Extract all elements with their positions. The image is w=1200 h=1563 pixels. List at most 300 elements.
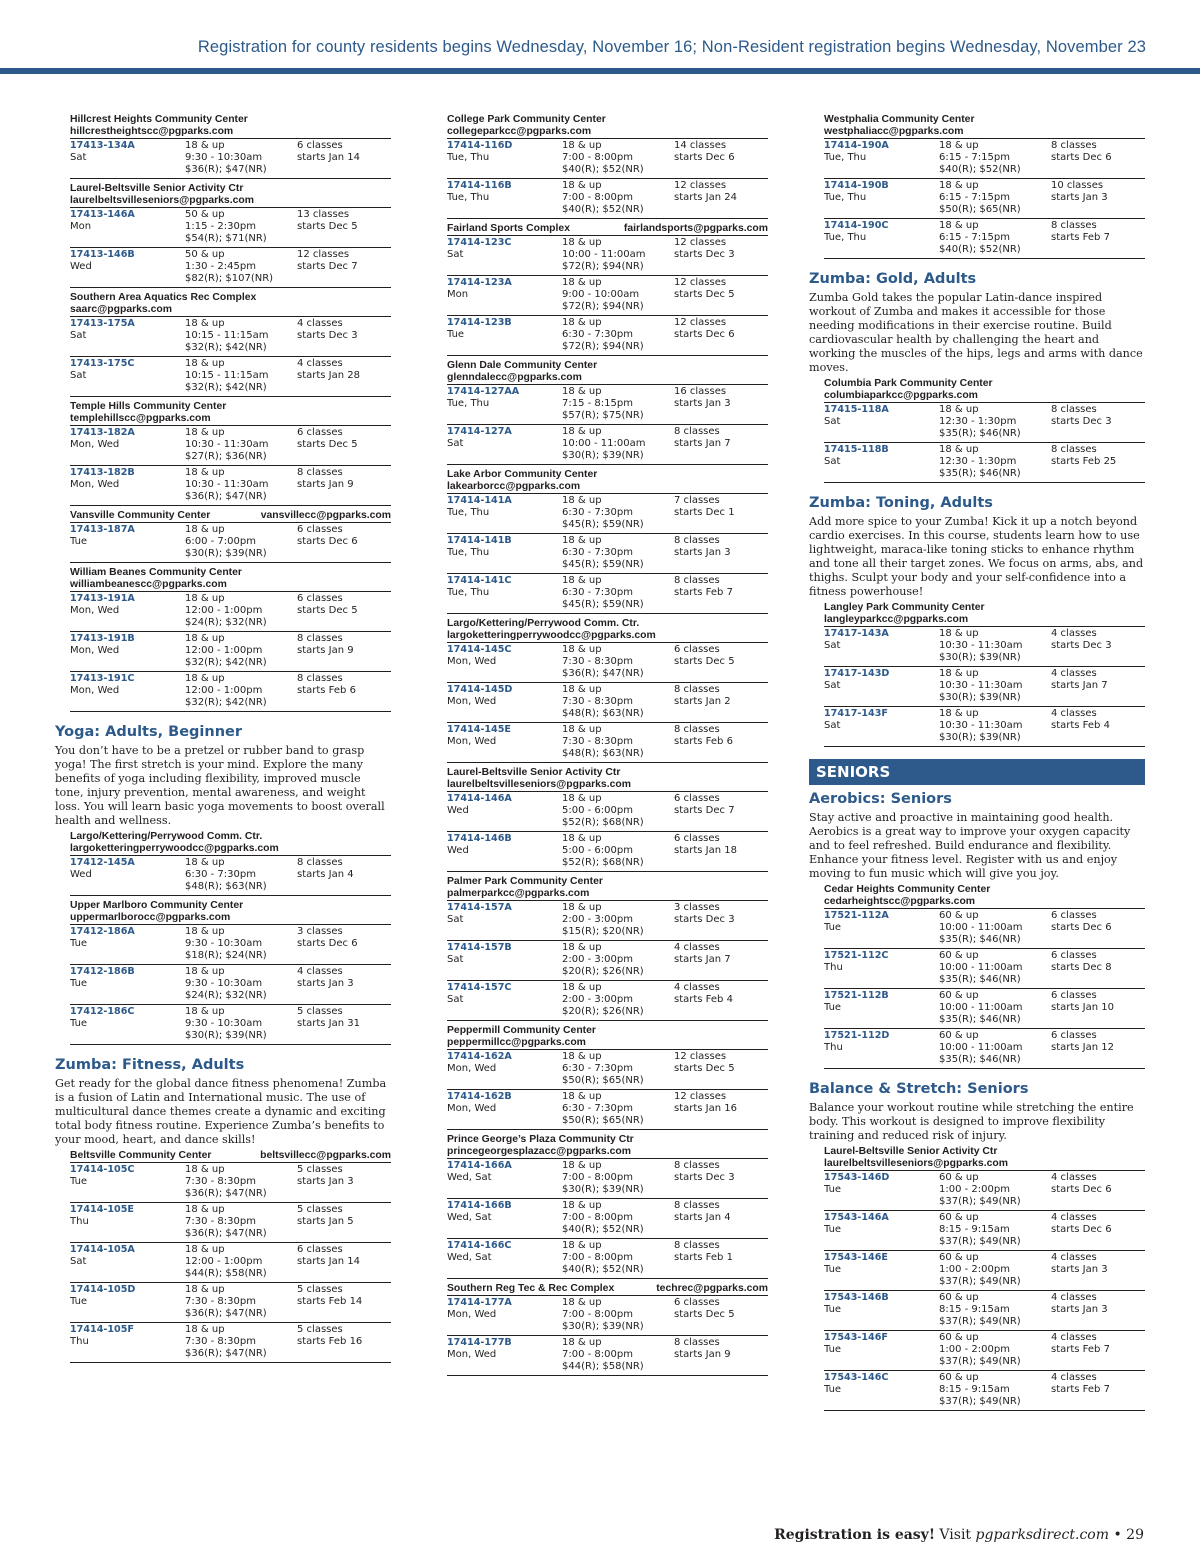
footer-lead: Registration is easy! [774, 1527, 935, 1543]
course-code[interactable]: 17543-146F [824, 1332, 888, 1343]
venue-email[interactable]: uppermarlborocc@pgparks.com [70, 912, 231, 923]
session-time: 7:30 - 8:30pm [562, 656, 633, 667]
start-date: starts Feb 14 [297, 1296, 363, 1307]
session-days: Wed, Sat [447, 1212, 492, 1223]
session-days: Tue [70, 1176, 88, 1187]
course-code[interactable]: 17412-186B [70, 966, 135, 977]
session-days: Mon [70, 221, 92, 232]
venue-email[interactable]: saarc@pgparks.com [70, 304, 172, 315]
start-date: starts Feb 6 [297, 685, 356, 696]
course-code[interactable]: 17543-146D [824, 1172, 890, 1183]
venue-name: Largo/Kettering/Perrywood Comm. Ctr. [70, 831, 263, 842]
course-code[interactable]: 17414-157A [447, 902, 512, 913]
session-time: 10:00 - 11:00am [939, 1002, 1023, 1013]
age-requirement: 18 & up [939, 404, 979, 415]
course-code[interactable]: 17413-146A [70, 209, 135, 220]
session-fee: $40(R); $52(NR) [939, 164, 1021, 175]
session-fee: $20(R); $26(NR) [562, 966, 644, 977]
session-row [447, 642, 768, 682]
session-fee: $32(R); $42(NR) [185, 657, 267, 668]
start-date: starts Dec 6 [1051, 152, 1112, 163]
start-date: starts Feb 6 [674, 736, 733, 747]
start-date: starts Dec 6 [1051, 1184, 1112, 1195]
venue-block [55, 567, 391, 712]
venue-header [70, 292, 391, 316]
session-row [70, 1322, 391, 1362]
session-row [824, 1330, 1145, 1370]
venue-end-rule [70, 1362, 391, 1363]
venue-header [447, 618, 768, 642]
venue-header [824, 378, 1145, 402]
venue-email[interactable]: laurelbeltsvilleseniors@pgparks.com [447, 779, 631, 790]
course-code[interactable]: 17414-123C [447, 237, 512, 248]
session-time: 10:00 - 11:00am [562, 249, 646, 260]
session-row [447, 178, 768, 218]
course-code[interactable]: 17414-145C [447, 644, 512, 655]
venue-email[interactable]: princegeorgesplazacc@pgparks.com [447, 1146, 631, 1157]
venue-block [55, 831, 391, 896]
session-row [70, 924, 391, 964]
session-row [447, 533, 768, 573]
class-count: 4 classes [674, 982, 720, 993]
footer-website-link[interactable]: pgparksdirect.com [975, 1527, 1109, 1543]
start-date: starts Jan 16 [674, 1103, 737, 1114]
session-fee: $27(R); $36(NR) [185, 451, 267, 462]
session-row [447, 980, 768, 1020]
session-time: 6:30 - 7:30pm [562, 547, 633, 558]
session-row [70, 631, 391, 671]
course-code[interactable]: 17412-186C [70, 1006, 135, 1017]
venue-name: Columbia Park Community Center [824, 378, 993, 389]
session-days: Wed, Sat [447, 1252, 492, 1263]
class-count: 4 classes [1051, 1252, 1097, 1263]
session-fee: $57(R); $75(NR) [562, 410, 644, 421]
course-code[interactable]: 17417-143D [824, 668, 890, 679]
course-code[interactable]: 17417-143F [824, 708, 888, 719]
course-code[interactable]: 17414-166B [447, 1200, 512, 1211]
course-code[interactable]: 17543-146A [824, 1212, 889, 1223]
course-code[interactable]: 17414-145D [447, 684, 513, 695]
age-requirement: 18 & up [185, 524, 225, 535]
venue-name: Beltsville Community Center [70, 1150, 212, 1161]
course-code[interactable]: 17521-112C [824, 950, 889, 961]
session-row [824, 1028, 1145, 1068]
class-count: 12 classes [297, 249, 350, 260]
age-requirement: 18 & up [562, 140, 602, 151]
session-row [447, 940, 768, 980]
age-requirement: 18 & up [562, 1091, 602, 1102]
course-code[interactable]: 17414-162A [447, 1051, 512, 1062]
course-code[interactable]: 17413-175C [70, 358, 135, 369]
venue-block [809, 884, 1145, 1069]
course-code[interactable]: 17414-141C [447, 575, 512, 586]
course-description: Add more spice to your Zumba! Kick it up a notch beyond cardio exercises. In this course, students learn how to use lightweight, maraca-like toning sticks to enhance rhythm and tone all their target zones. We focus on arms, abs, and thighs. Sculpt your body and your self-confidence into a fitness powerhouse! [809, 515, 1144, 598]
venue-email[interactable]: largoketteringperrywoodcc@pgparks.com [447, 630, 656, 641]
course-code[interactable]: 17414-177A [447, 1297, 512, 1308]
course-code[interactable]: 17414-116B [447, 180, 512, 191]
age-requirement: 18 & up [185, 1204, 225, 1215]
class-count: 6 classes [297, 593, 343, 604]
course-code[interactable]: 17413-187A [70, 524, 135, 535]
course-code[interactable]: 17413-182A [70, 427, 135, 438]
venue-email[interactable]: techrec@pgparks.com [656, 1283, 768, 1294]
session-days: Tue [70, 1018, 88, 1029]
session-fee: $35(R); $46(NR) [939, 468, 1021, 479]
start-date: starts Dec 5 [674, 289, 735, 300]
session-fee: $35(R); $46(NR) [939, 1054, 1021, 1065]
session-row [824, 442, 1145, 482]
session-row [824, 948, 1145, 988]
venue-block [55, 183, 391, 288]
session-days: Sat [70, 330, 87, 341]
session-days: Sat [70, 370, 87, 381]
venue-block [432, 1025, 768, 1130]
session-time: 8:15 - 9:15am [939, 1304, 1010, 1315]
venue-end-rule [824, 746, 1145, 747]
start-date: starts Jan 4 [297, 869, 354, 880]
age-requirement: 18 & up [562, 426, 602, 437]
start-date: starts Feb 7 [1051, 232, 1110, 243]
session-time: 8:15 - 9:15am [939, 1224, 1010, 1235]
course-code[interactable]: 17413-191A [70, 593, 135, 604]
session-fee: $30(R); $39(NR) [939, 732, 1021, 743]
age-requirement: 18 & up [185, 1164, 225, 1175]
venue-email[interactable]: templehillscc@pgparks.com [70, 413, 211, 424]
start-date: starts Dec 6 [674, 329, 735, 340]
venue-email[interactable]: collegeparkcc@pgparks.com [447, 126, 592, 137]
venue-block [432, 223, 768, 356]
session-row [70, 316, 391, 356]
course-code[interactable]: 17414-146B [447, 833, 512, 844]
venue-end-rule [824, 1068, 1145, 1069]
session-time: 2:00 - 3:00pm [562, 994, 633, 1005]
venue-email[interactable]: laurelbeltsvilleseniors@pgparks.com [824, 1158, 1008, 1169]
course-code[interactable]: 17414-105E [70, 1204, 134, 1215]
venue-email[interactable]: beltsvillecc@pgparks.com [260, 1150, 391, 1161]
venue-end-rule [447, 1020, 768, 1021]
class-count: 8 classes [1051, 444, 1097, 455]
start-date: starts Jan 5 [297, 1216, 354, 1227]
session-time: 7:00 - 8:00pm [562, 152, 633, 163]
session-row [447, 315, 768, 355]
session-fee: $44(R); $58(NR) [185, 1268, 267, 1279]
session-fee: $40(R); $52(NR) [562, 1224, 644, 1235]
venue-name: Laurel-Beltsville Senior Activity Ctr [824, 1146, 998, 1157]
session-days: Sat [824, 640, 841, 651]
session-time: 10:00 - 11:00am [562, 438, 646, 449]
venue-name: Largo/Kettering/Perrywood Comm. Ctr. [447, 618, 640, 629]
course-code[interactable]: 17414-145E [447, 724, 511, 735]
session-row [447, 573, 768, 613]
venue-name: College Park Community Center [447, 114, 606, 125]
class-count: 8 classes [674, 535, 720, 546]
class-count: 6 classes [297, 427, 343, 438]
session-fee: $37(R); $49(NR) [939, 1276, 1021, 1287]
session-time: 6:30 - 7:30pm [185, 869, 256, 880]
session-time: 7:30 - 8:30pm [562, 696, 633, 707]
session-fee: $40(R); $52(NR) [562, 164, 644, 175]
start-date: starts Feb 4 [1051, 720, 1110, 731]
session-days: Sat [824, 720, 841, 731]
course-code[interactable]: 17414-105F [70, 1324, 134, 1335]
session-fee: $37(R); $49(NR) [939, 1356, 1021, 1367]
course-code[interactable]: 17414-141B [447, 535, 512, 546]
course-code[interactable]: 17414-162B [447, 1091, 512, 1102]
session-fee: $36(R); $47(NR) [185, 1188, 267, 1199]
course-code[interactable]: 17414-190A [824, 140, 889, 151]
course-description: Stay active and proactive in maintaining good health. Aerobics is a great way to improve your oxygen capacity and to feel refreshed. Build endurance and flexibility. Enhance your fitness level. Register with us and enjoy moving to fun music which will give you joy. [809, 811, 1131, 880]
age-requirement: 60 & up [939, 910, 979, 921]
venue-end-rule [824, 482, 1145, 483]
session-days: Tue [824, 1264, 842, 1275]
venue-end-rule [70, 562, 391, 563]
session-days: Sat [70, 152, 87, 163]
start-date: starts Jan 3 [674, 398, 731, 409]
class-count: 5 classes [297, 1204, 343, 1215]
start-date: starts Feb 7 [674, 587, 733, 598]
session-fee: $45(R); $59(NR) [562, 599, 644, 610]
venue-email[interactable]: hillcrestheightscc@pgparks.com [70, 126, 234, 137]
venue-end-rule [70, 505, 391, 506]
session-time: 6:00 - 7:00pm [185, 536, 256, 547]
session-fee: $24(R); $32(NR) [185, 990, 267, 1001]
class-count: 6 classes [1051, 910, 1097, 921]
class-count: 5 classes [297, 1324, 343, 1335]
session-days: Tue, Thu [824, 232, 867, 243]
start-date: starts Dec 7 [297, 261, 358, 272]
course-code[interactable]: 17521-112B [824, 990, 889, 1001]
session-row [447, 1335, 768, 1375]
venue-email[interactable]: largoketteringperrywoodcc@pgparks.com [70, 843, 279, 854]
start-date: starts Dec 6 [674, 152, 735, 163]
venue-email[interactable]: columbiaparkcc@pgparks.com [824, 390, 978, 401]
course-code[interactable]: 17413-175A [70, 318, 135, 329]
start-date: starts Jan 10 [1051, 1002, 1114, 1013]
venue-block [809, 378, 1145, 483]
course-code[interactable]: 17521-112D [824, 1030, 890, 1041]
course-code[interactable]: 17543-146C [824, 1372, 889, 1383]
course-code[interactable]: 17412-186A [70, 926, 135, 937]
class-count: 8 classes [297, 857, 343, 868]
venue-block [432, 876, 768, 1021]
course-code[interactable]: 17414-190C [824, 220, 889, 231]
course-code[interactable]: 17543-146E [824, 1252, 888, 1263]
course-code[interactable]: 17414-166C [447, 1240, 512, 1251]
course-code[interactable]: 17415-118B [824, 444, 889, 455]
age-requirement: 18 & up [562, 237, 602, 248]
age-requirement: 18 & up [939, 180, 979, 191]
class-count: 8 classes [674, 575, 720, 586]
session-time: 10:00 - 11:00am [939, 922, 1023, 933]
venue-email[interactable]: peppermillcc@pgparks.com [447, 1037, 586, 1048]
session-time: 2:00 - 3:00pm [562, 954, 633, 965]
class-count: 12 classes [674, 317, 727, 328]
course-code[interactable]: 17414-190B [824, 180, 889, 191]
course-code[interactable]: 17413-134A [70, 140, 135, 151]
course-code[interactable]: 17413-146B [70, 249, 135, 260]
venue-header [447, 360, 768, 384]
session-fee: $52(R); $68(NR) [562, 857, 644, 868]
course-code[interactable]: 17414-105C [70, 1164, 135, 1175]
session-fee: $72(R); $94(NR) [562, 261, 644, 272]
column-right [809, 112, 1145, 1415]
course-code[interactable]: 17414-127AA [447, 386, 520, 397]
class-count: 4 classes [297, 358, 343, 369]
session-row [447, 424, 768, 464]
age-requirement: 18 & up [185, 1006, 225, 1017]
venue-email[interactable]: palmerparkcc@pgparks.com [447, 888, 590, 899]
age-requirement: 18 & up [562, 833, 602, 844]
course-code[interactable]: 17413-191B [70, 633, 135, 644]
age-requirement: 18 & up [185, 593, 225, 604]
start-date: starts Dec 6 [297, 536, 358, 547]
session-row [70, 671, 391, 711]
course-title: Zumba: Fitness, Adults [55, 1057, 245, 1073]
course-code[interactable]: 17414-105D [70, 1284, 136, 1295]
venue-name: Westphalia Community Center [824, 114, 975, 125]
session-fee: $45(R); $59(NR) [562, 559, 644, 570]
course-code[interactable]: 17521-112A [824, 910, 889, 921]
age-requirement: 60 & up [939, 1172, 979, 1183]
start-date: starts Dec 6 [297, 938, 358, 949]
age-requirement: 18 & up [562, 1160, 602, 1171]
footer-visit: Visit [939, 1527, 972, 1543]
course-code[interactable]: 17414-123A [447, 277, 512, 288]
session-row [447, 682, 768, 722]
session-row [70, 1282, 391, 1322]
course-section [809, 495, 1145, 599]
session-days: Tue [824, 1002, 842, 1013]
venue-end-rule [447, 355, 768, 356]
session-row [70, 1202, 391, 1242]
course-description: Zumba Gold takes the popular Latin-dance inspired workout of Zumba and makes it accessible for those needing modifications in their exercise routine. Build cardiovascular health by challenging the heart and working the muscles of the hips, legs and arms with dance moves. [809, 291, 1143, 374]
course-code[interactable]: 17414-157B [447, 942, 512, 953]
session-row [447, 275, 768, 315]
session-row [824, 988, 1145, 1028]
start-date: starts Dec 8 [1051, 962, 1112, 973]
session-row [447, 1049, 768, 1089]
column-middle [432, 112, 768, 1380]
class-count: 13 classes [297, 209, 350, 220]
start-date: starts Dec 5 [297, 439, 358, 450]
course-code[interactable]: 17414-123B [447, 317, 512, 328]
class-count: 4 classes [297, 318, 343, 329]
session-time: 10:30 - 11:30am [185, 479, 269, 490]
venue-email[interactable]: cedarheightscc@pgparks.com [824, 896, 976, 907]
course-code[interactable]: 17414-146A [447, 793, 512, 804]
venue-header [70, 114, 391, 138]
age-requirement: 18 & up [562, 1337, 602, 1348]
course-code[interactable]: 17413-182B [70, 467, 135, 478]
age-requirement: 60 & up [939, 1212, 979, 1223]
class-count: 8 classes [674, 426, 720, 437]
venue-email[interactable]: williambeanescc@pgparks.com [70, 579, 227, 590]
session-days: Sat [70, 1256, 87, 1267]
session-days: Mon, Wed [447, 1063, 497, 1074]
course-code[interactable]: 17543-146B [824, 1292, 889, 1303]
course-code[interactable]: 17415-118A [824, 404, 889, 415]
session-fee: $35(R); $46(NR) [939, 428, 1021, 439]
course-code[interactable]: 17412-145A [70, 857, 135, 868]
age-requirement: 60 & up [939, 1252, 979, 1263]
venue-header [824, 884, 1145, 908]
venue-header [824, 1146, 1145, 1170]
session-days: Mon [447, 289, 469, 300]
session-row [447, 900, 768, 940]
age-requirement: 60 & up [939, 1332, 979, 1343]
venue-name: Lake Arbor Community Center [447, 469, 598, 480]
course-code[interactable]: 17413-191C [70, 673, 135, 684]
start-date: starts Jan 3 [1051, 192, 1108, 203]
start-date: starts Dec 5 [297, 605, 358, 616]
venue-end-rule [447, 613, 768, 614]
venue-email[interactable]: laurelbeltsvilleseniors@pgparks.com [70, 195, 254, 206]
session-time: 7:00 - 8:00pm [562, 1172, 633, 1183]
venue-email[interactable]: vansvillecc@pgparks.com [260, 510, 391, 521]
venue-name: Glenn Dale Community Center [447, 360, 598, 371]
session-fee: $37(R); $49(NR) [939, 1236, 1021, 1247]
session-days: Mon, Wed [70, 439, 120, 450]
registration-dates-banner: Registration for county residents begins Wednesday, November 16; Non-Resident registration begins Wednesday, November 23 [197, 38, 1146, 56]
course-code[interactable]: 17414-141A [447, 495, 512, 506]
session-row [824, 1250, 1145, 1290]
course-title: Zumba: Gold, Adults [809, 271, 977, 287]
session-time: 10:30 - 11:30am [185, 439, 269, 450]
age-requirement: 18 & up [562, 684, 602, 695]
course-code[interactable]: 17417-143A [824, 628, 889, 639]
session-fee: $50(R); $65(NR) [562, 1075, 644, 1086]
class-count: 8 classes [1051, 140, 1097, 151]
class-count: 12 classes [674, 277, 727, 288]
start-date: starts Jan 9 [674, 1349, 731, 1360]
venue-block [432, 1134, 768, 1279]
session-row [70, 964, 391, 1004]
class-count: 10 classes [1051, 180, 1104, 191]
course-code[interactable]: 17414-177B [447, 1337, 512, 1348]
course-code[interactable]: 17414-166A [447, 1160, 512, 1171]
start-date: starts Jan 3 [674, 547, 731, 558]
session-days: Mon, Wed [447, 696, 497, 707]
session-days: Tue [824, 1384, 842, 1395]
course-code[interactable]: 17414-105A [70, 1244, 135, 1255]
venue-email[interactable]: fairlandsports@pgparks.com [623, 223, 768, 234]
session-days: Wed [447, 845, 469, 856]
session-days: Tue [447, 329, 465, 340]
class-count: 6 classes [1051, 990, 1097, 1001]
venue-email[interactable]: glenndalecc@pgparks.com [447, 372, 582, 383]
venue-name: Temple Hills Community Center [70, 401, 227, 412]
venue-name: Laurel-Beltsville Senior Activity Ctr [447, 767, 621, 778]
class-count: 4 classes [1051, 1332, 1097, 1343]
age-requirement: 60 & up [939, 1372, 979, 1383]
start-date: starts Jan 9 [297, 645, 354, 656]
session-row [824, 178, 1145, 218]
venue-header [447, 1025, 768, 1049]
venue-email[interactable]: lakearborcc@pgparks.com [447, 481, 581, 492]
venue-email[interactable]: westphaliacc@pgparks.com [824, 126, 964, 137]
age-requirement: 18 & up [185, 633, 225, 644]
course-title: Yoga: Adults, Beginner [55, 724, 243, 740]
start-date: starts Feb 7 [1051, 1344, 1110, 1355]
session-row [70, 465, 391, 505]
session-fee: $40(R); $52(NR) [939, 244, 1021, 255]
course-code[interactable]: 17414-127A [447, 426, 512, 437]
session-days: Tue [824, 1224, 842, 1235]
course-code[interactable]: 17414-157C [447, 982, 512, 993]
venue-name: Peppermill Community Center [447, 1025, 596, 1036]
course-code[interactable]: 17414-116D [447, 140, 513, 151]
venue-email[interactable]: langleyparkcc@pgparks.com [824, 614, 969, 625]
